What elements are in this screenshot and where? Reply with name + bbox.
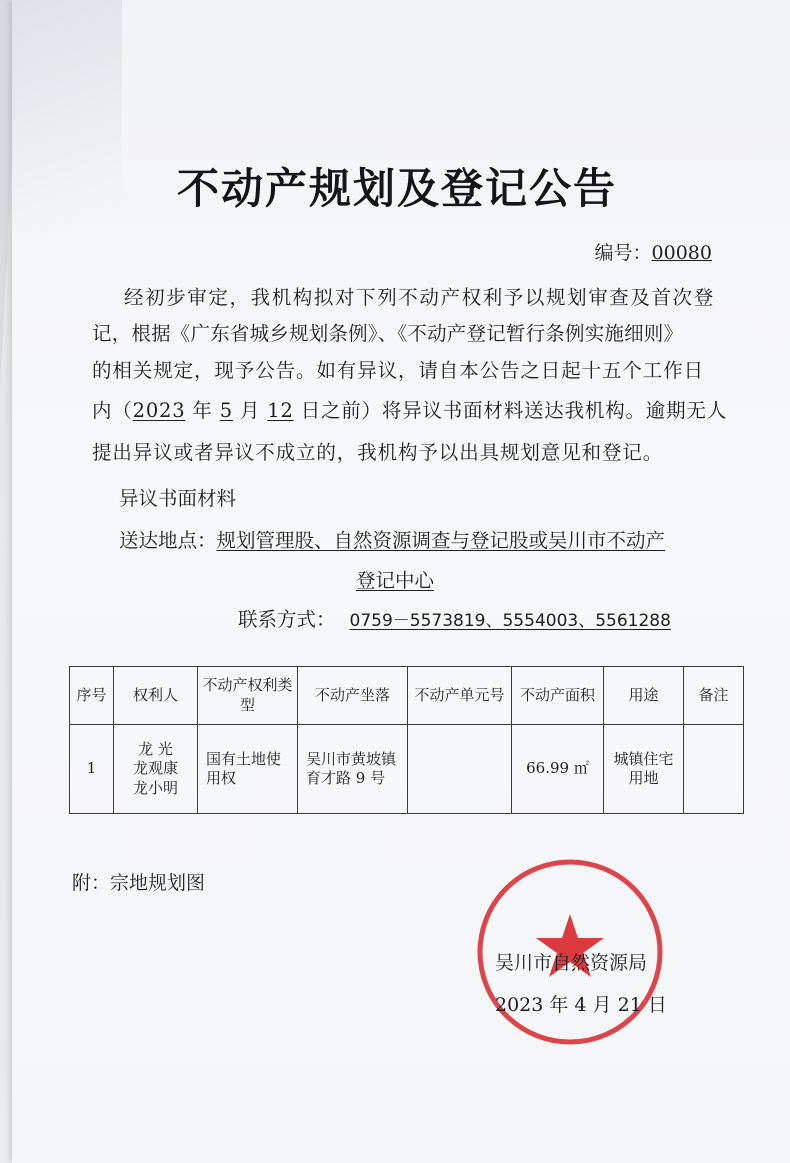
- cell-location: 吴川市黄坡镇育才路 9 号: [298, 725, 408, 814]
- serial-label: 编号：: [594, 242, 652, 264]
- header-cell: 不动产单元号: [408, 667, 512, 725]
- address-line-2: [356, 571, 790, 591]
- header-cell: 序号: [70, 667, 114, 725]
- table-header-row: [70, 667, 744, 725]
- notice-title: 不动产规划及登记公告: [176, 164, 617, 213]
- body-line-1: 经初步审定，我机构拟对下列不动产权利予以规划审查及首次登: [124, 286, 715, 309]
- body-line-4-c: 月: [232, 399, 268, 422]
- body-line-3: 的相关规定，现予公告。如有异议，请自本公告之日起十五个工作日: [92, 359, 705, 382]
- header-cell: 不动产面积: [512, 667, 604, 725]
- issue-date: 2023 年 4 月 21 日: [495, 994, 667, 1016]
- address-line-2-text: 登记中心: [356, 569, 435, 592]
- cell-remark: [684, 725, 744, 814]
- header-cell: 不动产权利类型: [198, 667, 298, 725]
- contact-label: 联系方式：: [238, 608, 336, 631]
- attachment-note: 附：宗地规划图: [72, 872, 206, 894]
- body-line-4-a: 内（: [92, 399, 133, 422]
- cell-no: 1: [70, 725, 114, 814]
- cell-owners: [114, 725, 198, 814]
- address-label: 送达地点：: [119, 529, 217, 552]
- cell-unit-no: [408, 725, 512, 814]
- delivery-address: [119, 531, 759, 551]
- body-line-2: 记，根据《广东省城乡规划条例》、《不动产登记暂行条例实施细则》: [92, 322, 684, 345]
- owner-name: 龙小明: [132, 778, 178, 797]
- objection-materials: 异议书面材料: [119, 487, 237, 510]
- serial-number: [595, 238, 712, 265]
- owner-name: 龙 光: [138, 739, 173, 758]
- body-line-5: 提出异议或者异议不成立的，我机构予以出具规划意见和登记。: [92, 441, 664, 464]
- page-shadow: [12, 0, 122, 290]
- property-table: [69, 666, 744, 814]
- cell-right-type: 国有土地使用权: [198, 725, 298, 814]
- header-cell: 用途: [604, 667, 684, 725]
- address-line-1: 规划管理股、自然资源调查与登记股或吴川市不动产: [216, 529, 666, 552]
- document-page: [12, 0, 790, 1163]
- cell-usage: 城镇住宅用地: [604, 725, 684, 814]
- table-row: [70, 725, 744, 814]
- header-cell: 备注: [684, 667, 744, 725]
- owner-name: 龙观康: [132, 759, 178, 778]
- contact-value: 0759－5573819、5554003、5561288: [349, 611, 671, 631]
- issuer-name: 吴川市自然资源局: [495, 952, 648, 974]
- serial-value: 00080: [651, 242, 712, 264]
- header-cell: 不动产坐落: [298, 667, 408, 725]
- body-line-4-b: 年: [185, 399, 220, 422]
- body-line-4-d: 日之前）将异议书面材料送达我机构。逾期无人: [293, 399, 728, 422]
- body-line-4: [92, 401, 732, 421]
- deadline-year: 2023: [132, 399, 186, 422]
- header-cell: 权利人: [114, 667, 198, 725]
- deadline-month: 5: [219, 399, 233, 422]
- contact-info: [238, 610, 790, 630]
- cell-area: 66.99 ㎡: [512, 725, 604, 814]
- deadline-day: 12: [267, 399, 294, 422]
